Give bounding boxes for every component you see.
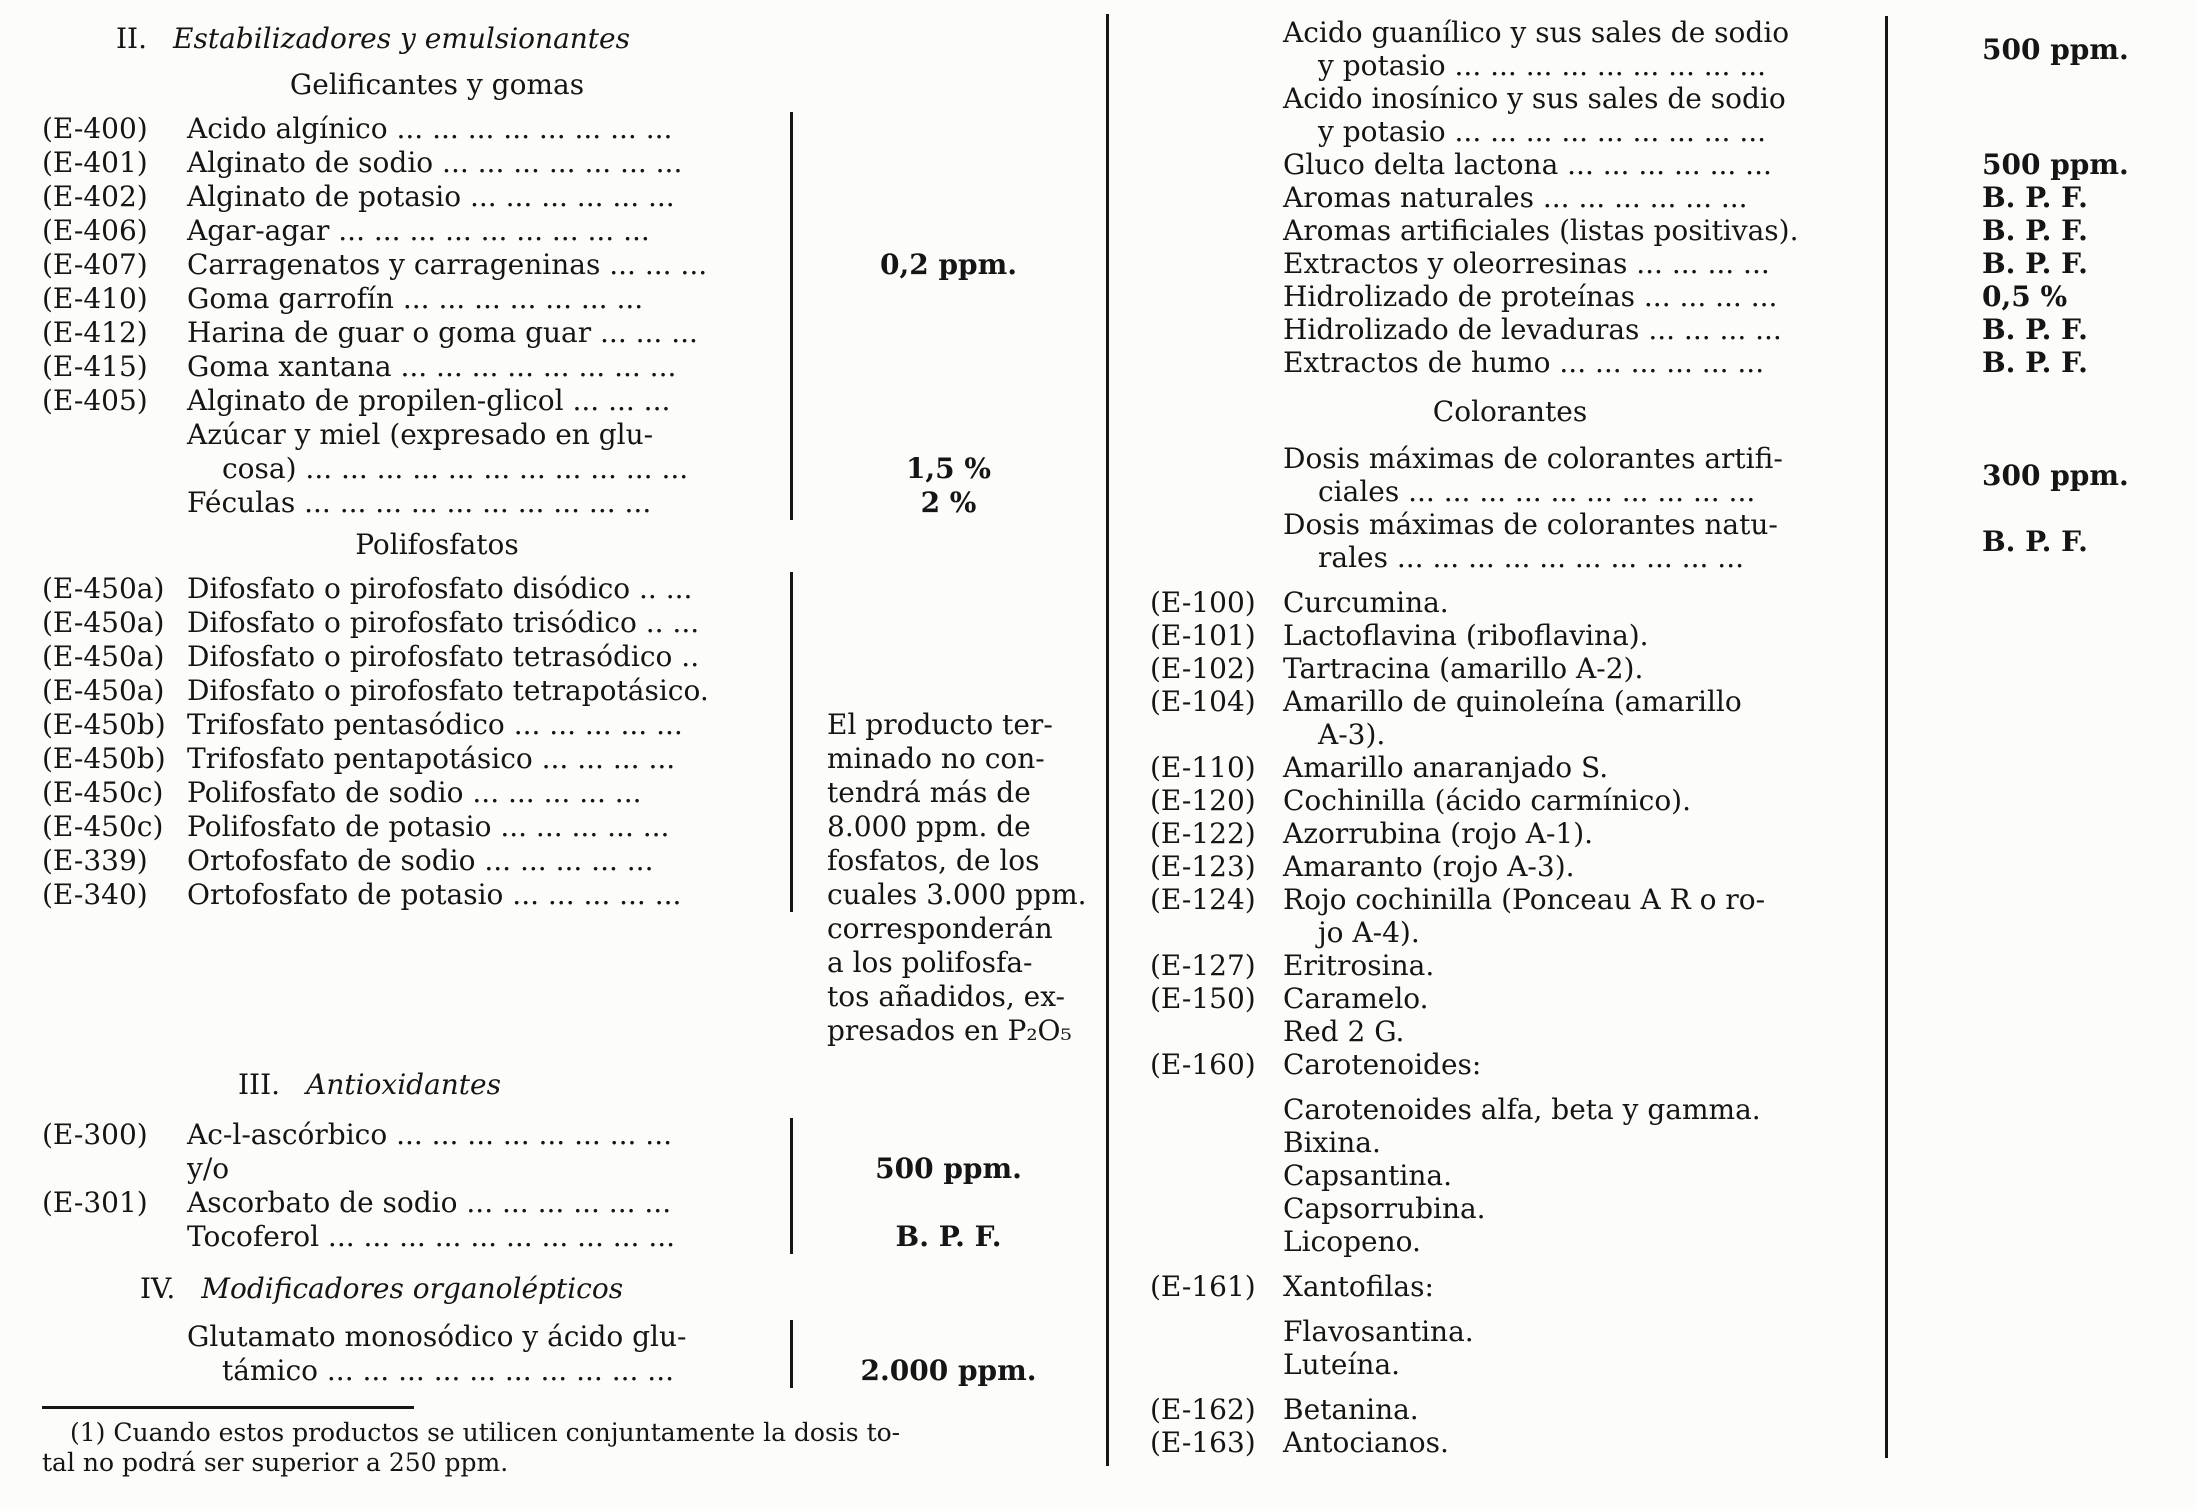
list-item [42,878,790,912]
e-number-code: (E-339) [42,844,148,877]
text-line: cosa) ... ... ... ... ... ... ... ... ... ... ... [222,452,689,485]
colorant-item [1150,982,1870,1048]
list-item [42,844,790,878]
dose-value: 500 ppm. [875,1152,1022,1185]
e-number-code: (E-401) [42,146,148,179]
dose-value: B. P. F. [1982,181,2088,214]
e-number-code: (E-450a) [42,674,165,707]
note-line: fosfatos, de los [827,844,1040,877]
colorant-item [1150,1270,1870,1303]
text-line: Carotenoides: [1283,1048,1482,1081]
list-item [42,1118,790,1152]
list-item [42,572,790,606]
list-item [42,146,790,180]
text-line: Extractos y oleorresinas ... ... ... ... [1283,247,1770,280]
text-line: Aromas artificiales (listas positivas). [1283,214,1799,247]
item-text [1150,82,1870,148]
item-text [1150,181,1870,214]
colorant-item [1150,949,1870,982]
dose-value: 0,2 ppm. [880,248,1017,281]
dose-value: 2 % [920,486,977,519]
text-line: ciales ... ... ... ... ... ... ... ... ... ... [1318,475,1756,508]
item-label: Ascorbato de sodio ... ... ... ... ... ... [187,1186,672,1219]
text-line: Amaranto (rojo A-3). [1283,850,1575,883]
list-item [42,112,790,146]
item-lines [1283,685,1870,751]
item-lines [1283,586,1870,619]
note-line: El producto ter- [827,708,1053,741]
item-text [1150,346,1870,379]
dose-value: 0,5 % [1982,280,2068,313]
item-label: Trifosfato pentasódico ... ... ... ... ... [187,708,683,741]
item-label: Difosfato o pirofosfato tetrasódico .. [187,640,700,673]
text-line: A-3). [1318,718,1386,751]
colorant-item [1150,1393,1870,1426]
item-label: Alginato de sodio ... ... ... ... ... ... ... [187,146,683,179]
colorant-item-list [1150,586,2196,1459]
list-item [42,384,790,418]
text-line: Capsantina. [1283,1159,1452,1192]
polifosfatos-heading: Polifosfatos [355,528,519,561]
right-column [1150,16,2196,1459]
item-lines [1283,883,1870,949]
glutamato-dose-cell [793,1320,1104,1388]
text-line: Licopeno. [1283,1225,1421,1258]
item-text [1150,247,1870,280]
colorantes-heading: Colorantes [1432,395,1588,428]
e-number-code [1150,1315,1283,1381]
text-line: Amarillo de quinoleína (amarillo [1283,685,1742,718]
list-item [1150,148,2196,181]
colorant-item [1150,751,1870,784]
gelificantes-heading: Gelificantes y gomas [289,68,585,101]
item-lines [1283,817,1870,850]
e-number-code: (E-450a) [42,606,165,639]
section-iv-title: Modificadores organolépticos [201,1272,624,1305]
item-lines [1283,1093,1870,1258]
footnote-line: (1) Cuando estos productos se utilicen conjuntamente la dosis to- [70,1418,901,1447]
dose-cell [1870,247,2170,280]
e-number-code: (E-120) [1150,784,1256,817]
list-item [1150,346,2196,379]
dose-value: B. P. F. [1982,346,2088,379]
list-item [42,180,790,214]
item-label: Difosfato o pirofosfato trisódico .. ... [187,606,700,639]
item-label: Ac-l-ascórbico ... ... ... ... ... ... ... ... [187,1118,672,1151]
section-ii-heading [42,22,1104,56]
e-number-code: (E-162) [1150,1393,1256,1426]
e-number-code: (E-450a) [42,572,165,605]
dose-cell [1870,148,2170,181]
list-item [42,350,790,384]
colorant-item [1150,1048,1870,1081]
item-label: Harina de guar o goma guar ... ... ... [187,316,698,349]
colorant-item [1150,817,1870,850]
dose-value: 500 ppm. [1982,148,2129,181]
text-line: Lactoflavina (riboflavina). [1283,619,1649,652]
text-line: Carotenoides alfa, beta y gamma. [1283,1093,1761,1126]
e-number-code [1150,1093,1283,1258]
left-column [42,22,1104,1478]
text-line: Rojo cochinilla (Ponceau A R o ro- [1283,883,1766,916]
item-text [1150,313,1870,346]
e-number-code: (E-405) [42,384,148,417]
item-lines [1283,1048,1870,1081]
e-number-code: (E-100) [1150,586,1256,619]
item-label: Carragenatos y carrageninas ... ... ... [187,248,708,281]
list-item [42,742,790,776]
item-label: Acido algínico ... ... ... ... ... ... ... ... [187,112,673,145]
e-number-code: (E-407) [42,248,148,281]
e-number-code: (E-402) [42,180,148,213]
item-lines [1283,619,1870,652]
e-number-code: (E-102) [1150,652,1256,685]
dose-value: B. P. F. [1982,214,2088,247]
text-line: támico ... ... ... ... ... ... ... ... ... ... [222,1354,675,1387]
text-line: Acido guanílico y sus sales de sodio [1283,16,1790,49]
dose-cell [1870,508,2170,574]
e-number-code: (E-161) [1150,1270,1256,1303]
e-number-code [42,1220,187,1254]
colorant-item [1150,685,1870,751]
e-number-code: (E-450a) [42,640,165,673]
list-item [42,1186,790,1220]
e-number-code: (E-150) [1150,982,1256,1015]
item-lines [1283,784,1870,817]
text-line: Hidrolizado de proteínas ... ... ... ... [1283,280,1778,313]
dose-value: 500 ppm. [1982,32,2129,66]
text-line: Féculas ... ... ... ... ... ... ... ... ... ... [187,486,652,519]
additives-list [1150,16,2196,379]
text-line: Red 2 G. [1283,1015,1405,1048]
item-lines [1283,1393,1870,1426]
section-ii-title: Estabilizadores y emulsionantes [173,22,630,55]
dose-value: B. P. F. [1982,524,2088,558]
text-line: Acido inosínico y sus sales de sodio [1283,82,1786,115]
e-number-code: (E-163) [1150,1426,1256,1459]
text-line: Azorrubina (rojo A-1). [1283,817,1594,850]
note-line: corresponderán [827,912,1053,945]
section-ii-number: II. [116,22,148,55]
note-line: cuales 3.000 ppm. [827,878,1087,911]
polifosfatos-item-list [42,572,790,1048]
list-item [42,776,790,810]
item-lines [1283,1426,1870,1459]
text-line: Caramelo. [1283,982,1429,1015]
colorant-item [1150,1093,1870,1258]
list-item [42,1220,790,1254]
colorant-item [1150,883,1870,949]
item-label: Trifosfato pentapotásico ... ... ... ... [187,742,676,775]
gelificantes-item-list [42,112,790,418]
dose-divider-rule [1885,16,1888,1458]
text-line: Dosis máximas de colorantes artifi- [1283,442,1783,475]
glutamato-group [42,1320,1104,1388]
e-number-code: (E-450b) [42,708,166,741]
colorant-item [1150,619,1870,652]
footnote-text [42,1418,1104,1478]
list-item [1150,280,2196,313]
text-line: Aromas naturales ... ... ... ... ... ... [1283,181,1748,214]
item-lines [1283,850,1870,883]
list-item [1150,442,2196,508]
text-line: y potasio ... ... ... ... ... ... ... ... ... [1318,115,1767,148]
text-line: Glutamato monosódico y ácido glu- [187,1320,687,1353]
item-text [1150,442,1870,508]
section-iv-heading [42,1272,1104,1306]
item-label: Alginato de propilen-glicol ... ... ... [187,384,671,417]
dose-value: 300 ppm. [1982,458,2129,492]
e-number-code: (E-301) [42,1186,148,1219]
text-line: Tartracina (amarillo A-2). [1283,652,1644,685]
e-number-code: (E-123) [1150,850,1256,883]
section-iv-number: IV. [140,1272,176,1305]
colorant-item [1150,652,1870,685]
list-item [42,248,790,282]
dose-cell [1870,442,2170,508]
text-line: y potasio ... ... ... ... ... ... ... ... ... [1318,49,1767,82]
text-line: Flavosantina. [1283,1315,1474,1348]
e-number-code: (E-160) [1150,1048,1256,1081]
e-number-code: (E-406) [42,214,148,247]
dose-cell [1870,214,2170,247]
item-label: Difosfato o pirofosfato disódico .. ... [187,572,693,605]
item-label: Goma xantana ... ... ... ... ... ... ... ... [187,350,677,383]
text-line: Xantofilas: [1283,1270,1434,1303]
e-number-code: (E-122) [1150,817,1256,850]
item-label: Agar-agar ... ... ... ... ... ... ... ... ... [187,214,650,247]
e-number-code: (E-127) [1150,949,1256,982]
item-lines [1283,652,1870,685]
e-number-code: (E-450b) [42,742,166,775]
section-iii-heading [42,1068,1104,1102]
e-number-code: (E-400) [42,112,148,145]
polifosfatos-group [42,572,1104,1048]
text-line: Eritrosina. [1283,949,1435,982]
e-number-code [42,1152,187,1186]
colorant-item [1150,850,1870,883]
colorant-item [1150,586,1870,619]
note-line: tendrá más de [827,776,1031,809]
item-label: Tocoferol ... ... ... ... ... ... ... ... ... ... [187,1220,676,1253]
azucar-line-list [42,418,790,520]
item-label: Ortofosfato de sodio ... ... ... ... ... [187,844,654,877]
e-number-code: (E-450c) [42,810,164,843]
text-line: Dosis máximas de colorantes natu- [1283,508,1778,541]
text-line: Amarillo anaranjado S. [1283,751,1609,784]
phosphate-limit-note [793,708,1104,1048]
item-label: Goma garrofín ... ... ... ... ... ... ... [187,282,644,315]
e-number-code: (E-101) [1150,619,1256,652]
list-item [1150,508,2196,574]
list-item [1150,247,2196,280]
list-item [1150,16,2196,82]
list-item [42,1152,790,1186]
item-lines [1283,982,1870,1048]
text-line: Curcumina. [1283,586,1449,619]
dose-cell [1870,181,2170,214]
text-line: rales ... ... ... ... ... ... ... ... ... ... [1318,541,1744,574]
item-label: Polifosfato de sodio ... ... ... ... ... [187,776,642,809]
footnote [42,1406,1104,1478]
antioxidantes-item-list [42,1118,790,1254]
dose-value: B. P. F. [895,1220,1002,1253]
item-text [1150,16,1870,82]
e-number-code: (E-110) [1150,751,1256,784]
text-line: Luteína. [1283,1348,1401,1381]
dose-cell [1870,82,2170,148]
item-label: Polifosfato de potasio ... ... ... ... ... [187,810,670,843]
list-item [42,316,790,350]
list-item [42,606,790,640]
item-text [1150,280,1870,313]
list-item [42,708,790,742]
list-item [42,282,790,316]
e-number-code: (E-340) [42,878,148,911]
section-iii-title: Antioxidantes [306,1068,501,1101]
e-number-code: (E-104) [1150,685,1256,718]
e-number-code: (E-124) [1150,883,1256,916]
dose-cell [1870,346,2170,379]
text-line: Azúcar y miel (expresado en glu- [187,418,654,451]
gelificantes-dose-cell [793,112,1104,418]
dose-value: B. P. F. [1982,313,2088,346]
item-text [1150,214,1870,247]
azucar-dose-cell [793,418,1104,520]
text-line: Bixina. [1283,1126,1381,1159]
text-line: Gluco delta lactona ... ... ... ... ... ... [1283,148,1772,181]
colorant-item [1150,1426,1870,1459]
note-line: tos añadidos, ex- [827,980,1065,1013]
gelificantes-group [42,112,1104,418]
item-label: Difosfato o pirofosfato tetrapotásico. [187,674,709,707]
item-text [1150,148,1870,181]
item-lines [1283,1270,1870,1303]
item-lines [1283,1315,1870,1381]
note-line: 8.000 ppm. de [827,810,1031,843]
dose-value: 2.000 ppm. [860,1354,1037,1387]
column-divider-rule [1106,14,1109,1466]
text-line: Betanina. [1283,1393,1419,1426]
dose-cell [1870,313,2170,346]
item-lines [1283,949,1870,982]
azucar-group [42,418,1104,520]
text-line: Capsorrubina. [1283,1192,1486,1225]
polifosfatos-note-cell [793,572,1104,1048]
e-number-code: (E-415) [42,350,148,383]
note-line: a los polifosfa- [827,946,1033,979]
item-text [1150,508,1870,574]
list-item [1150,82,2196,148]
e-number-code: (E-410) [42,282,148,315]
dose-cell [1870,16,2170,82]
list-item [42,674,790,708]
section-iii-number: III. [238,1068,281,1101]
list-item [1150,214,2196,247]
note-line: minado no con- [827,742,1045,775]
item-label: Alginato de potasio ... ... ... ... ... ... [187,180,675,213]
e-number-code: (E-412) [42,316,148,349]
list-item [1150,181,2196,214]
list-item [42,640,790,674]
dose-value: B. P. F. [1982,247,2088,280]
colorant-item [1150,784,1870,817]
list-item [42,810,790,844]
dose-cell [1870,280,2170,313]
footnote-rule [42,1406,414,1409]
antioxidantes-dose-cell [793,1118,1104,1254]
note-line: presados en P₂O₅ [827,1014,1072,1047]
text-line: Cochinilla (ácido carmínico). [1283,784,1691,817]
list-item [42,214,790,248]
glutamato-line-list [42,1320,790,1388]
item-lines [1283,751,1870,784]
list-item [1150,313,2196,346]
text-line: jo A-4). [1318,916,1420,949]
colorant-dose-list [1150,442,2196,574]
item-label: y/o [187,1152,230,1185]
dose-value: 1,5 % [905,452,992,485]
colorant-item [1150,1315,1870,1381]
text-line: Hidrolizado de levaduras ... ... ... ... [1283,313,1782,346]
e-number-code: (E-300) [42,1118,148,1151]
footnote-line: tal no podrá ser superior a 250 ppm. [42,1448,509,1477]
e-number-code: (E-450c) [42,776,164,809]
text-line: Extractos de humo ... ... ... ... ... ... [1283,346,1765,379]
item-label: Ortofosfato de potasio ... ... ... ... ... [187,878,682,911]
text-line: Antocianos. [1283,1426,1449,1459]
antioxidantes-group [42,1118,1104,1254]
